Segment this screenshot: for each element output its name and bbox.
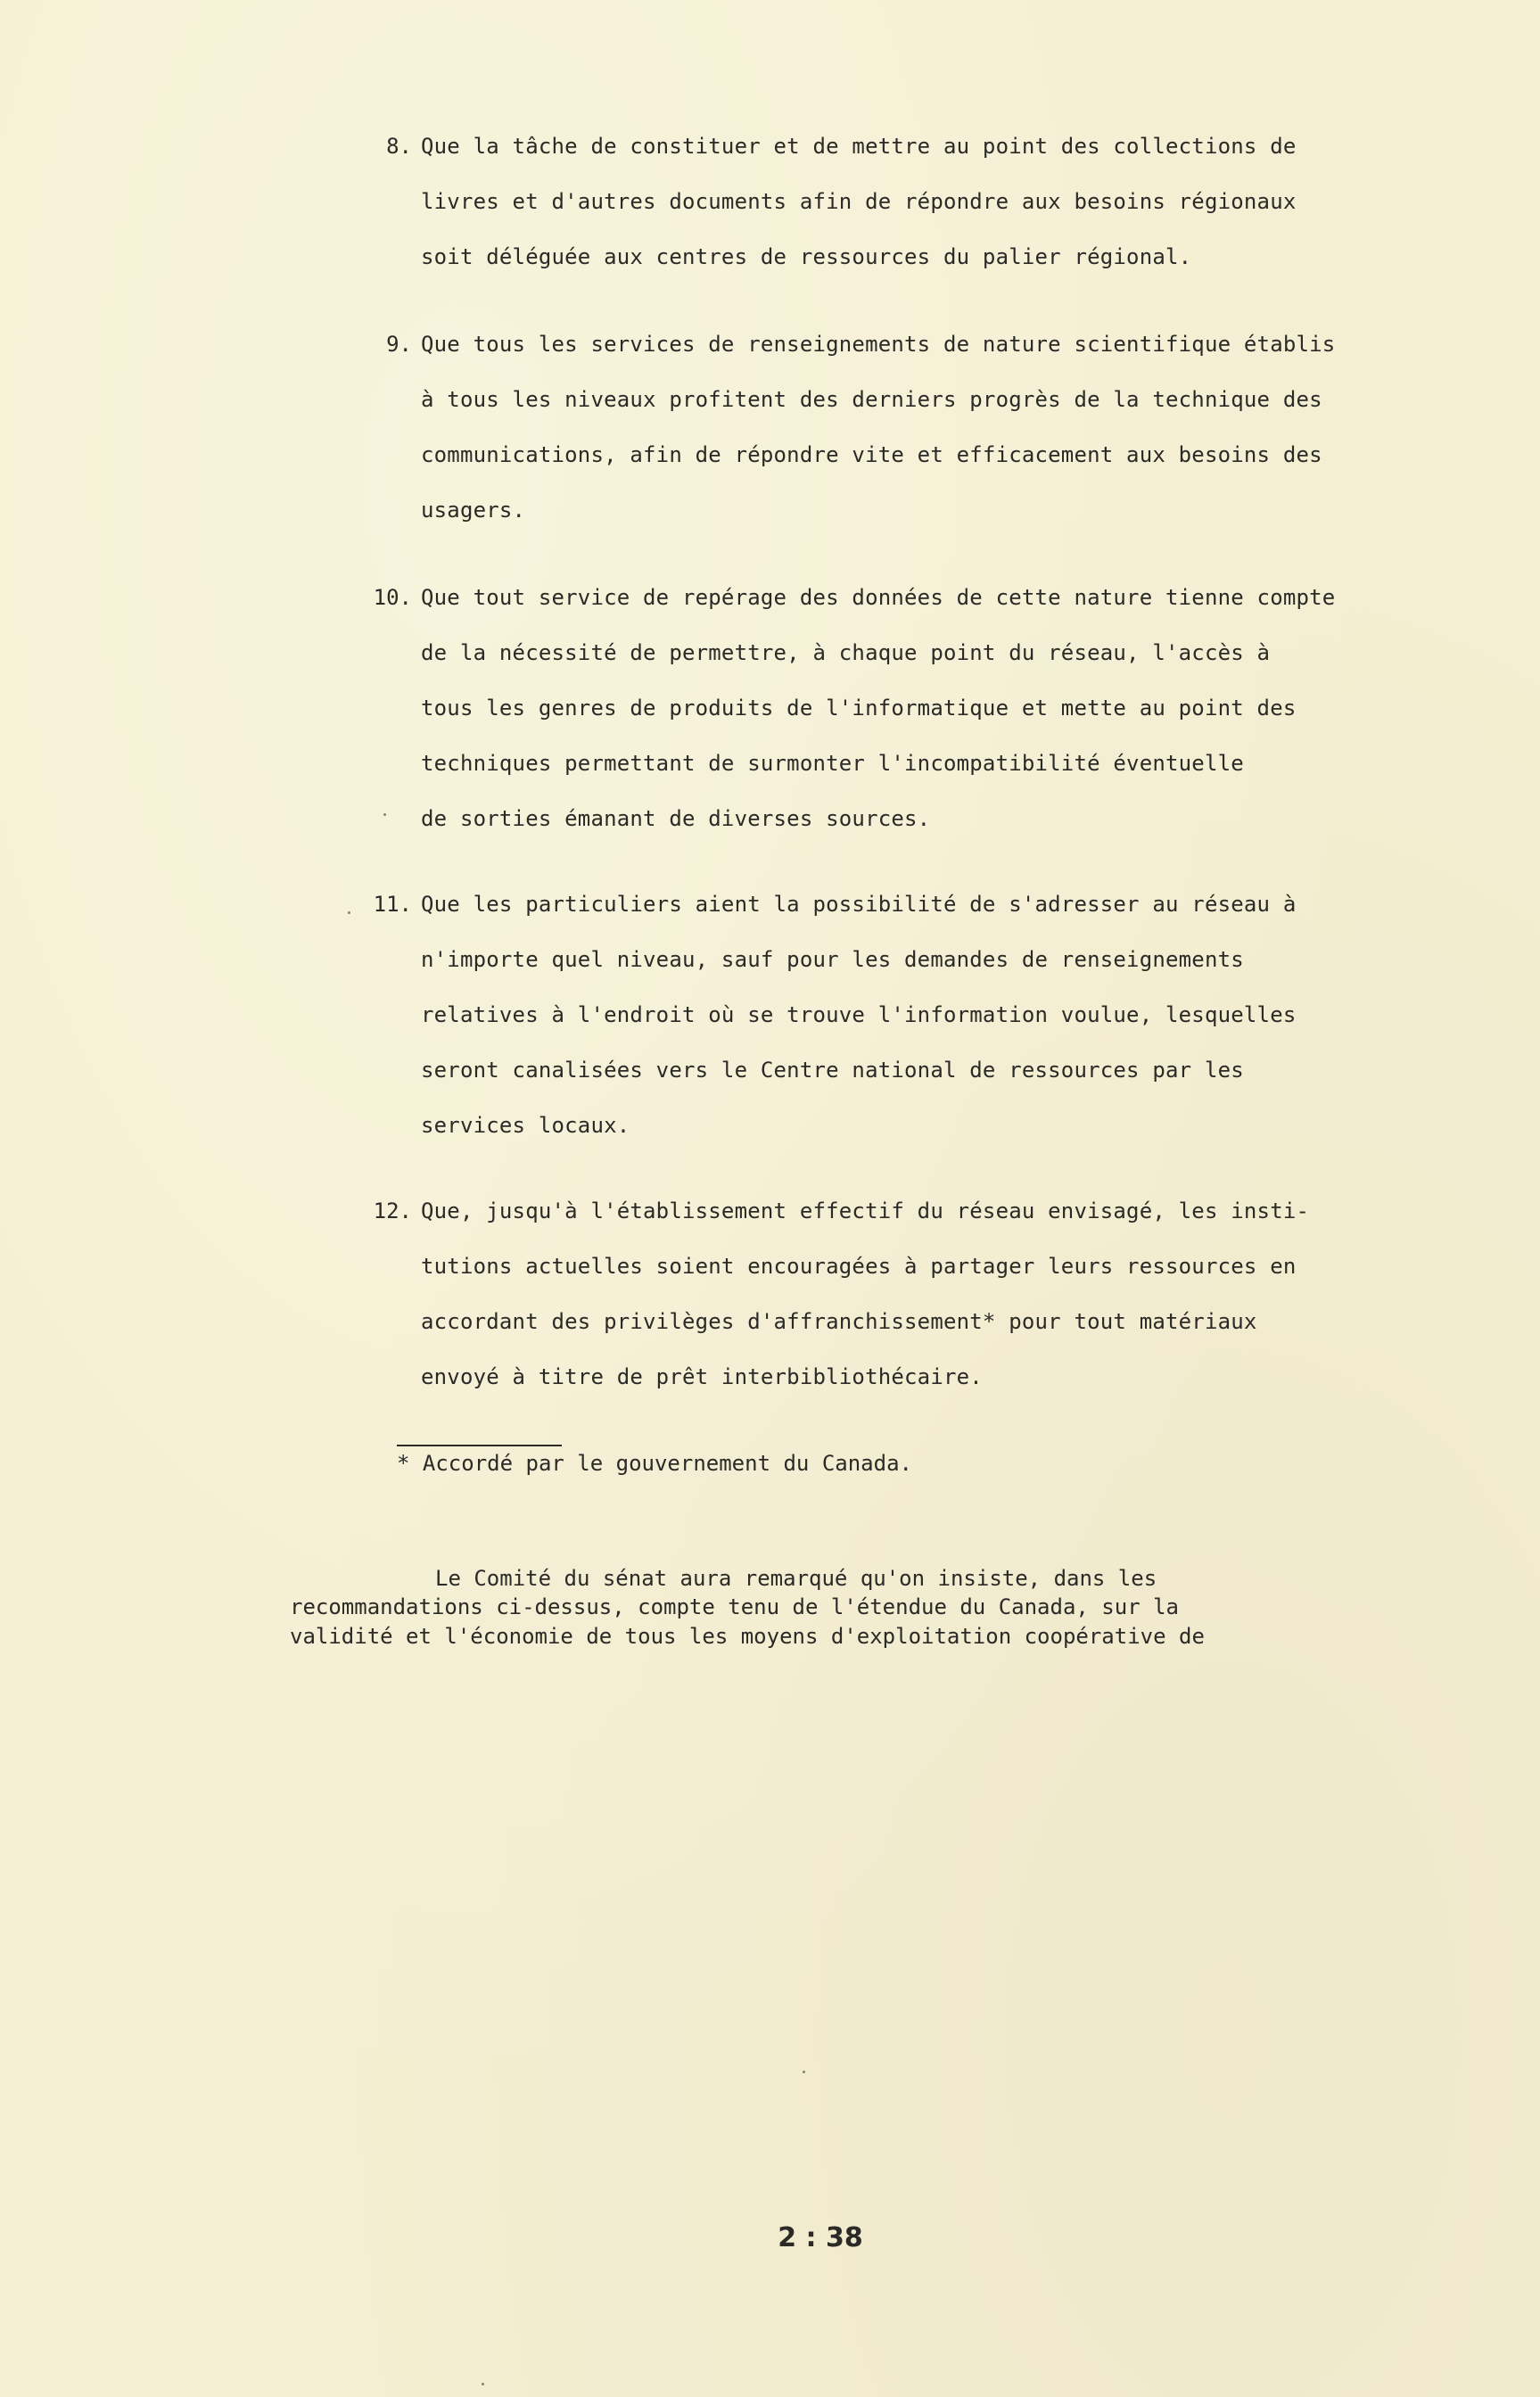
item-line: Que les particuliers aient la possibilité de s'adresser au réseau à <box>421 892 1297 917</box>
paragraph-line: validité et l'économie de tous les moyens d'exploitation coopérative de <box>290 1624 1205 1649</box>
item-line: Que, jusqu'à l'établissement effectif du réseau envisagé, les insti- <box>421 1198 1310 1223</box>
scan-speck <box>482 2383 484 2385</box>
item-line: de sorties émanant de diverses sources. <box>421 806 931 831</box>
item-number: 9. <box>386 332 412 357</box>
item-line: accordant des privilèges d'affranchissement* pour tout matériaux <box>421 1309 1257 1334</box>
item-line: tutions actuelles soient encouragées à partager leurs ressources en <box>421 1254 1297 1279</box>
item-line: envoyé à titre de prêt interbibliothécaire. <box>421 1364 983 1389</box>
item-line: communications, afin de répondre vite et efficacement aux besoins des <box>421 442 1322 467</box>
item-line: techniques permettant de surmonter l'incompatibilité éventuelle <box>421 751 1244 776</box>
item-line: Que tous les services de renseignements de nature scientifique établis <box>421 332 1336 357</box>
paragraph-line: Le Comité du sénat aura remarqué qu'on insiste, dans les <box>435 1566 1157 1591</box>
paragraph-line: recommandations ci-dessus, compte tenu de l'étendue du Canada, sur la <box>290 1594 1179 1619</box>
item-line: tous les genres de produits de l'informatique et mette au point des <box>421 696 1297 721</box>
scan-speck <box>803 2071 805 2073</box>
page-number: 2 : 38 <box>778 2222 863 2253</box>
item-number: 12. <box>373 1198 412 1223</box>
item-number: 8. <box>386 134 412 159</box>
item-line: seront canalisées vers le Centre national de ressources par les <box>421 1058 1244 1083</box>
item-line: soit déléguée aux centres de ressources du palier régional. <box>421 244 1192 269</box>
item-line: à tous les niveaux profitent des derniers progrès de la technique des <box>421 387 1322 412</box>
footnote-rule <box>397 1445 562 1446</box>
item-line: de la nécessité de permettre, à chaque point du réseau, l'accès à <box>421 640 1271 665</box>
scan-speck <box>383 813 386 816</box>
item-line: livres et d'autres documents afin de répondre aux besoins régionaux <box>421 189 1297 214</box>
item-line: Que la tâche de constituer et de mettre au point des collections de <box>421 134 1297 159</box>
item-line: usagers. <box>421 498 526 523</box>
item-line: relatives à l'endroit où se trouve l'information voulue, lesquelles <box>421 1002 1297 1027</box>
item-line: services locaux. <box>421 1113 630 1138</box>
item-number: 10. <box>373 585 412 610</box>
item-line: Que tout service de repérage des données de cette nature tienne compte <box>421 585 1336 610</box>
item-line: n'importe quel niveau, sauf pour les demandes de renseignements <box>421 947 1244 972</box>
item-number: 11. <box>373 892 412 917</box>
scan-speck <box>348 911 350 914</box>
footnote: * Accordé par le gouvernement du Canada. <box>397 1451 912 1476</box>
